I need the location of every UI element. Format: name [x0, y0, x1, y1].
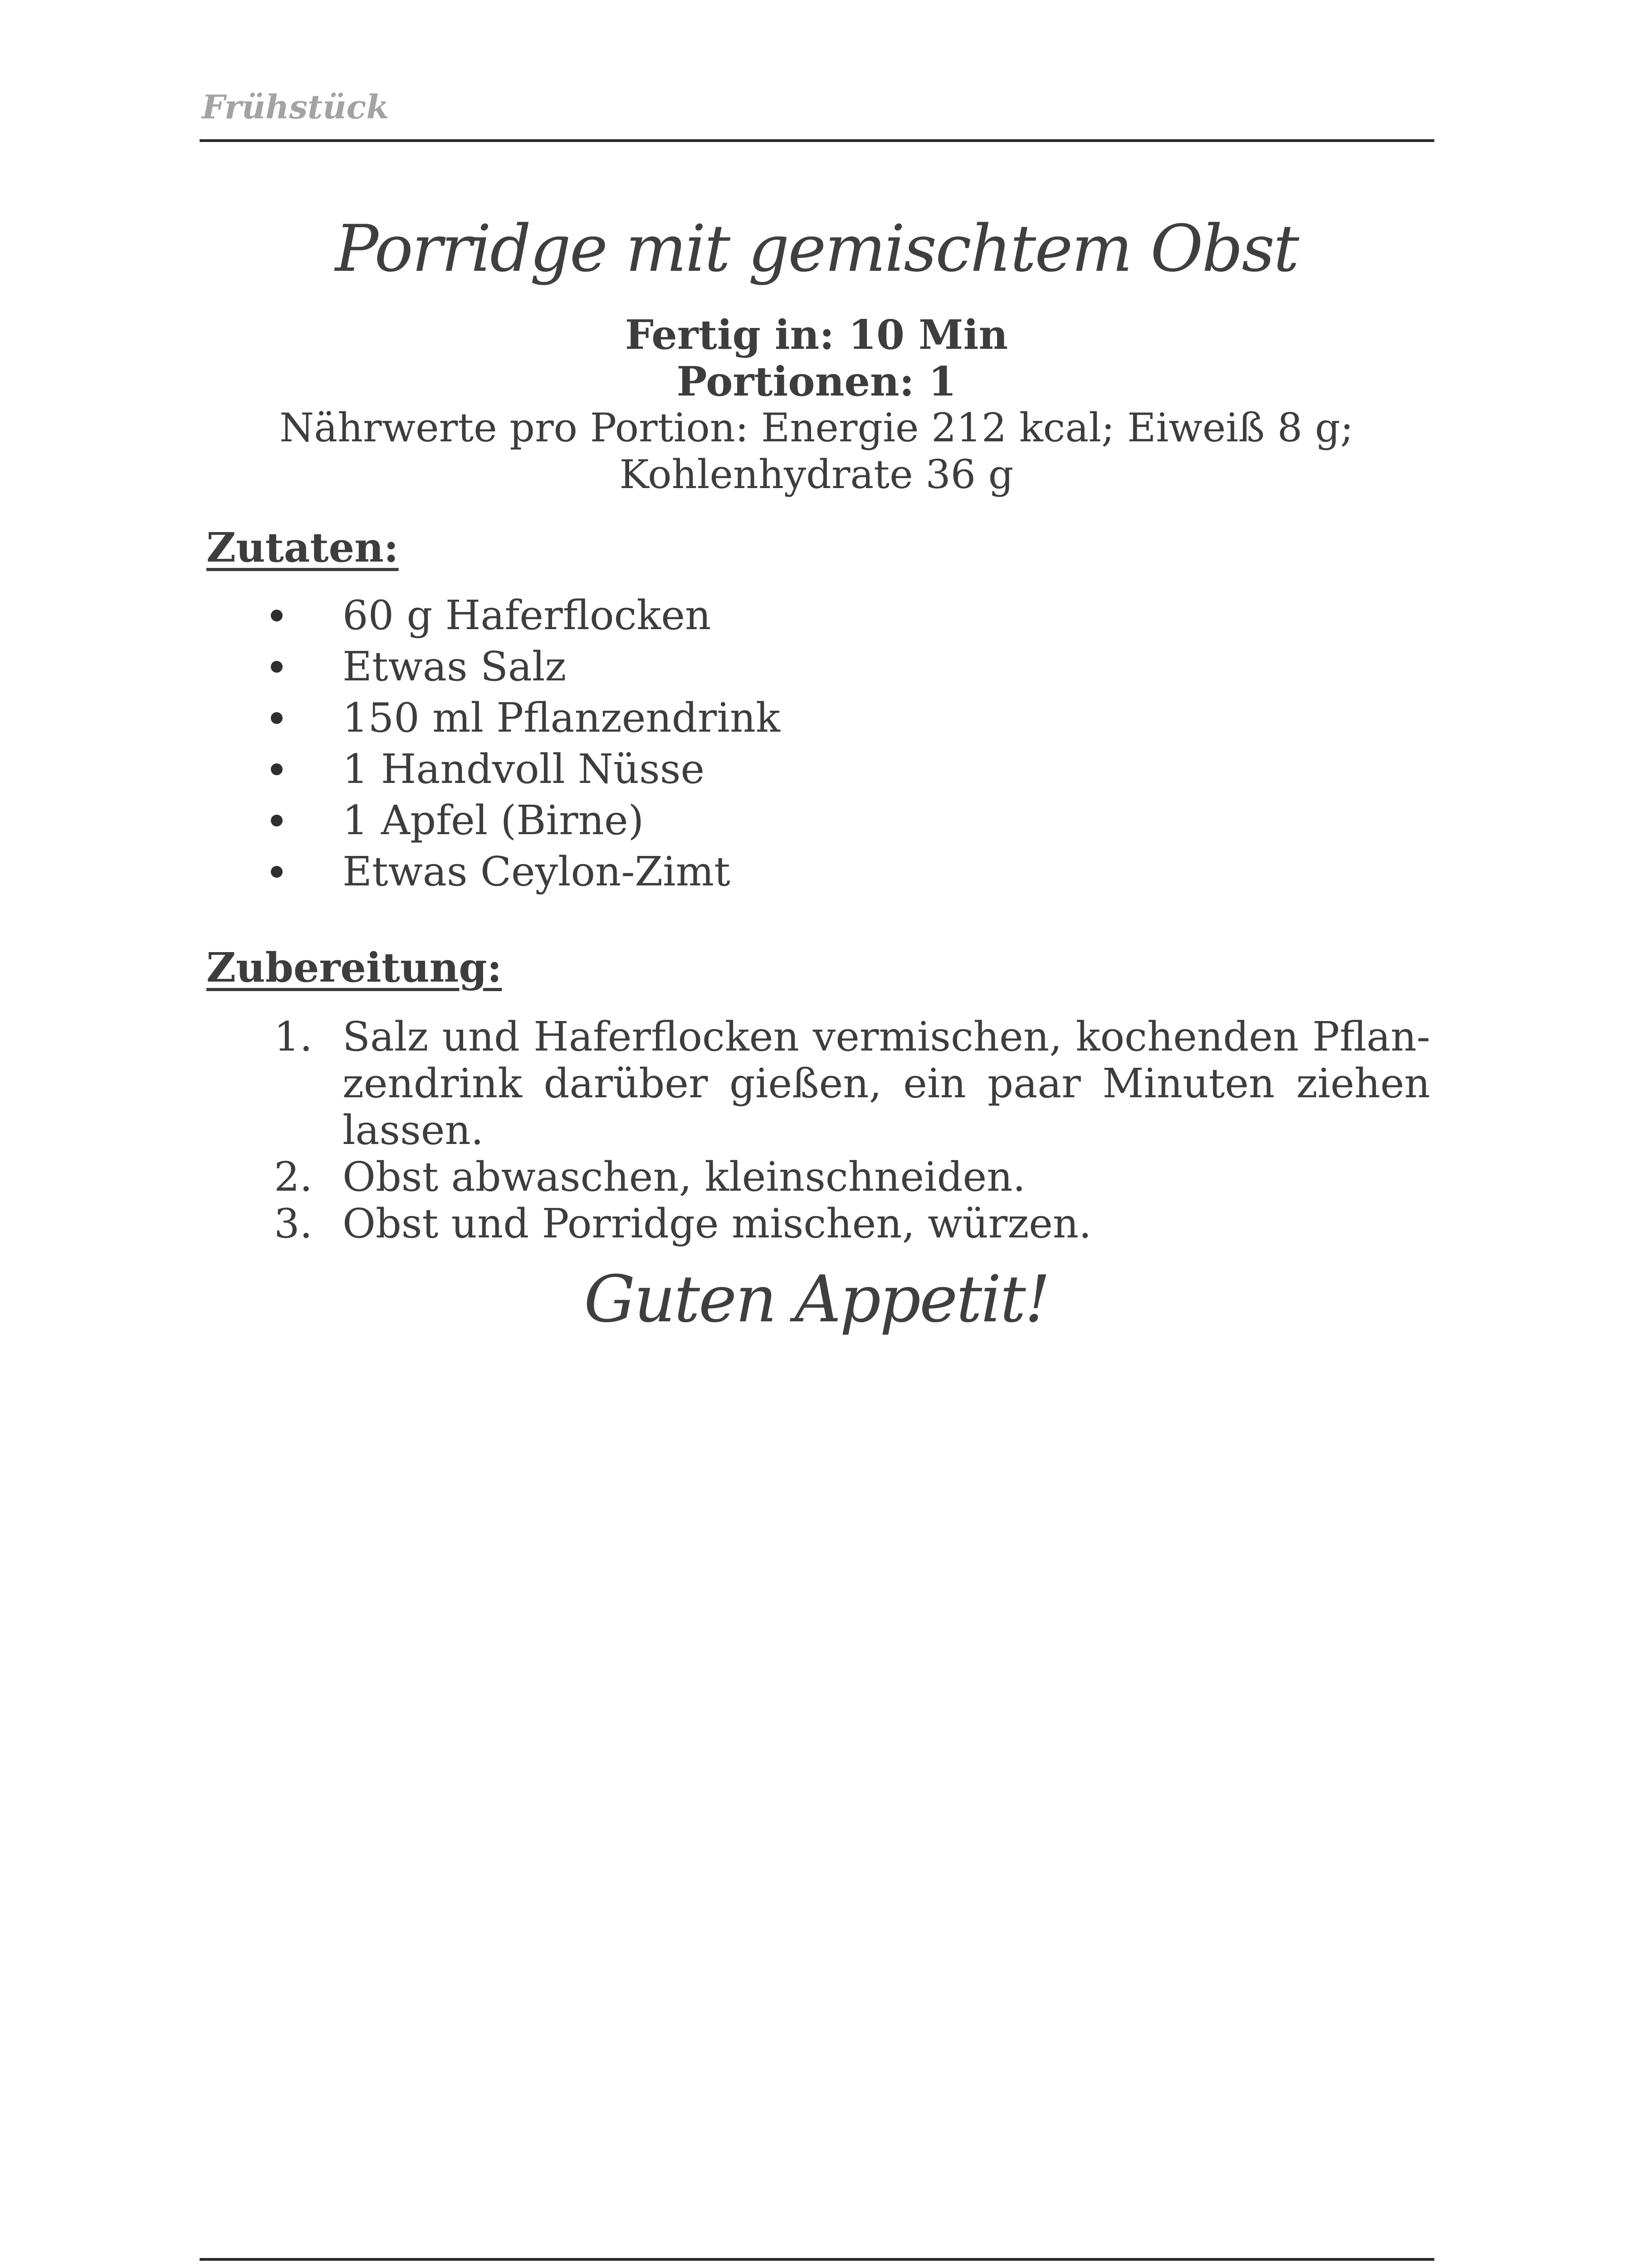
bullet-icon	[271, 712, 283, 724]
step-item	[0, 1200, 1430, 1247]
step-number: 1.	[274, 1013, 313, 1060]
bullet-icon	[271, 610, 283, 621]
footer-divider	[200, 2258, 1434, 2261]
bullet-icon	[271, 815, 283, 826]
recipe-page: Frühstück Porridge mit gemischtem Obst Fertig in: 10 Min Portionen: 1 Nährwerte pro Portion: Energie 212 kcal; Eiweiß 8 g; Kohlenhydrate 36 g Zutaten: 60 g Haferflocken Etwas Salz 150 ml Pflanzendrink 1 Handvoll Nüsse 1 Apfel (Birne) Etwas Ceylon-Zimt Zubereitung: 1. Salz und Haferflocken vermischen, kochenden Pflan-zendrink darüber gießen, ein paar Minuten ziehen lassen. 2. Obst abwaschen, kleinschneiden. 3. Obst und Porridge mischen, würzen. Guten Appetit!	[0, 0, 1633, 2268]
nutrition-line-1: Nährwerte pro Portion: Energie 212 kcal; Eiweiß 8 g;	[279, 405, 1354, 451]
portions: Portionen: 1	[676, 357, 957, 405]
preparation-steps	[0, 1013, 1430, 1247]
step-text: Obst und Porridge mischen, würzen.	[342, 1200, 1092, 1247]
preparation-heading: Zubereitung:	[206, 943, 502, 991]
step-number: 3.	[274, 1200, 313, 1247]
step-text: Salz und Haferflocken vermischen, kochenden Pflan-zendrink darüber gießen, ein paar Minuten ziehen lassen.	[342, 1013, 1430, 1154]
recipe-title: Porridge mit gemischtem Obst	[335, 211, 1298, 286]
ingredients-heading: Zutaten:	[206, 523, 399, 571]
step-text: Obst abwaschen, kleinschneiden.	[342, 1153, 1026, 1200]
bullet-icon	[271, 763, 283, 775]
closing-greeting: Guten Appetit!	[584, 1262, 1049, 1337]
step-item	[0, 1154, 1430, 1200]
step-number: 2.	[274, 1153, 313, 1200]
ready-time: Fertig in: 10 Min	[625, 311, 1008, 358]
step-item	[0, 1013, 1430, 1154]
header-divider	[200, 139, 1434, 142]
bullet-icon	[271, 661, 283, 673]
chapter-header: Frühstück	[202, 88, 389, 126]
nutrition-line-2: Kohlenhydrate 36 g	[619, 451, 1014, 498]
bullet-icon	[271, 866, 283, 878]
